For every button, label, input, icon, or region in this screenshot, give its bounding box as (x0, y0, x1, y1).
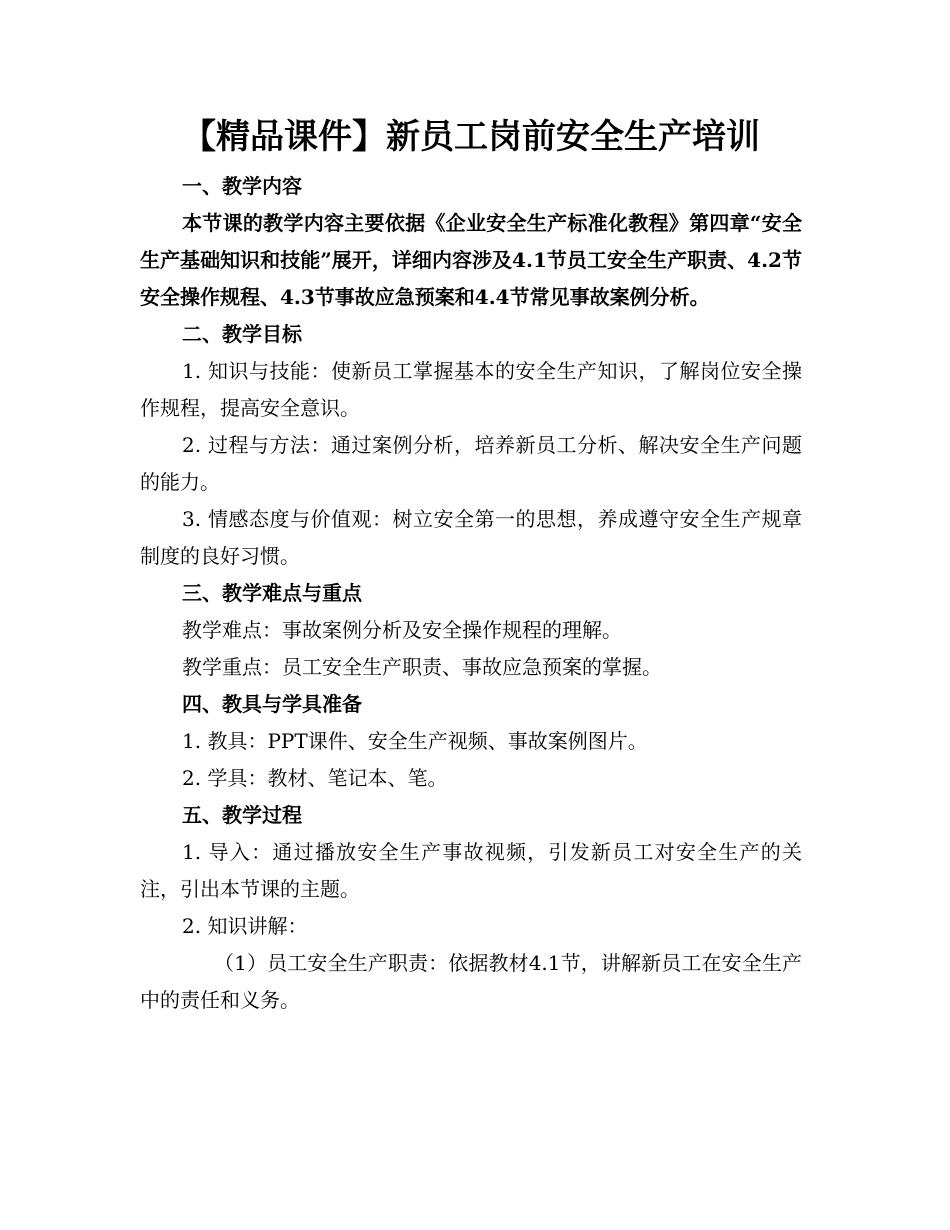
document-page (140, 112, 802, 1019)
document-title: 【精品课件】新员工岗前安全生产培训 (182, 117, 760, 157)
goal-item-3: 3. 情感态度与价值观：树立安全第一的思想，养成遵守安全生产规章制度的良好习惯。 (140, 507, 802, 568)
section-heading-tools: 四、教具与学具准备 (182, 692, 362, 716)
tools-item-1: 1. 教具：PPT课件、安全生产视频、事故案例图片。 (182, 729, 648, 753)
section-heading-teaching-content: 一、教学内容 (182, 174, 302, 198)
process-item-2-sub-1: （1）员工安全生产职责：依据教材4.1节，讲解新员工在安全生产中的责任和义务。 (140, 951, 802, 1012)
process-item-2: 2. 知识讲解： (182, 914, 308, 938)
teaching-difficulty: 教学难点：事故案例分析及安全操作规程的理解。 (182, 618, 622, 642)
process-item-1: 1. 导入：通过播放安全生产事故视频，引发新员工对安全生产的关注，引出本节课的主题。 (140, 840, 802, 901)
teaching-key-point: 教学重点：员工安全生产职责、事故应急预案的掌握。 (182, 655, 662, 679)
goal-item-1: 1. 知识与技能：使新员工掌握基本的安全生产知识，了解岗位安全操作规程，提高安全意识。 (140, 359, 802, 420)
section-heading-difficulty-key: 三、教学难点与重点 (182, 581, 362, 605)
section-heading-teaching-process: 五、教学过程 (182, 803, 302, 827)
section-heading-teaching-goals: 二、教学目标 (182, 322, 302, 346)
goal-item-2: 2. 过程与方法：通过案例分析，培养新员工分析、解决安全生产问题的能力。 (140, 433, 802, 494)
teaching-content-body: 本节课的教学内容主要依据《企业安全生产标准化教程》第四章“安全生产基础知识和技能”展开，详细内容涉及4.1节员工安全生产职责、4.2节安全操作规程、4.3节事故应急预案和4.4节常见事故案例分析。 (140, 211, 802, 309)
tools-item-2: 2. 学具：教材、笔记本、笔。 (182, 766, 448, 790)
